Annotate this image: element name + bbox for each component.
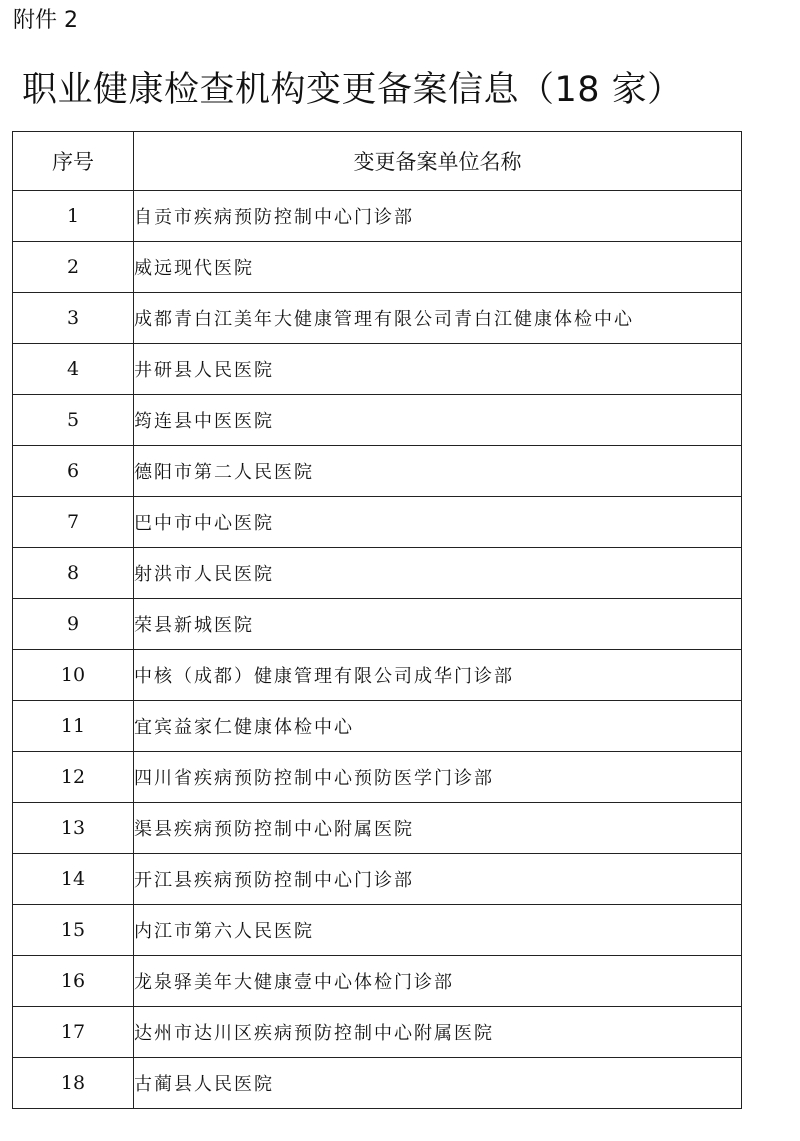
table-row	[13, 548, 742, 599]
table-row	[13, 1007, 742, 1058]
row-index: 3	[13, 293, 134, 344]
table-row	[13, 803, 742, 854]
table-row	[13, 446, 742, 497]
table-row	[13, 599, 742, 650]
table-row	[13, 242, 742, 293]
row-index: 18	[13, 1058, 134, 1109]
row-index: 6	[13, 446, 134, 497]
table-row	[13, 854, 742, 905]
table-row	[13, 701, 742, 752]
table-row	[13, 1058, 742, 1109]
document-title: 职业健康检查机构变更备案信息（18 家）	[22, 70, 683, 110]
row-unit-name: 宜宾益家仁健康体检中心	[134, 701, 742, 752]
row-unit-name: 渠县疾病预防控制中心附属医院	[134, 803, 742, 854]
row-index: 15	[13, 905, 134, 956]
table-row	[13, 497, 742, 548]
row-index: 2	[13, 242, 134, 293]
row-unit-name: 射洪市人民医院	[134, 548, 742, 599]
row-unit-name: 筠连县中医医院	[134, 395, 742, 446]
filing-table	[12, 131, 742, 1109]
row-unit-name: 龙泉驿美年大健康壹中心体检门诊部	[134, 956, 742, 1007]
table-row	[13, 191, 742, 242]
row-unit-name: 开江县疾病预防控制中心门诊部	[134, 854, 742, 905]
row-unit-name: 荣县新城医院	[134, 599, 742, 650]
row-index: 7	[13, 497, 134, 548]
row-index: 1	[13, 191, 134, 242]
row-unit-name: 中核（成都）健康管理有限公司成华门诊部	[134, 650, 742, 701]
row-unit-name: 古蔺县人民医院	[134, 1058, 742, 1109]
row-unit-name: 德阳市第二人民医院	[134, 446, 742, 497]
row-unit-name: 威远现代医院	[134, 242, 742, 293]
row-unit-name: 巴中市中心医院	[134, 497, 742, 548]
row-unit-name: 内江市第六人民医院	[134, 905, 742, 956]
row-index: 17	[13, 1007, 134, 1058]
table-row	[13, 293, 742, 344]
table-row	[13, 395, 742, 446]
table-row	[13, 752, 742, 803]
row-unit-name: 井研县人民医院	[134, 344, 742, 395]
row-unit-name: 四川省疾病预防控制中心预防医学门诊部	[134, 752, 742, 803]
table-row	[13, 344, 742, 395]
header-name: 变更备案单位名称	[134, 132, 742, 191]
row-unit-name: 达州市达川区疾病预防控制中心附属医院	[134, 1007, 742, 1058]
attachment-label: 附件 2	[13, 8, 78, 33]
row-unit-name: 自贡市疾病预防控制中心门诊部	[134, 191, 742, 242]
row-index: 5	[13, 395, 134, 446]
table-row	[13, 650, 742, 701]
table-header-row	[13, 132, 742, 191]
row-index: 4	[13, 344, 134, 395]
table-row	[13, 956, 742, 1007]
row-index: 12	[13, 752, 134, 803]
row-index: 13	[13, 803, 134, 854]
table-row	[13, 905, 742, 956]
row-index: 8	[13, 548, 134, 599]
row-index: 9	[13, 599, 134, 650]
header-index: 序号	[13, 132, 134, 191]
row-unit-name: 成都青白江美年大健康管理有限公司青白江健康体检中心	[134, 293, 742, 344]
row-index: 16	[13, 956, 134, 1007]
row-index: 14	[13, 854, 134, 905]
row-index: 10	[13, 650, 134, 701]
row-index: 11	[13, 701, 134, 752]
